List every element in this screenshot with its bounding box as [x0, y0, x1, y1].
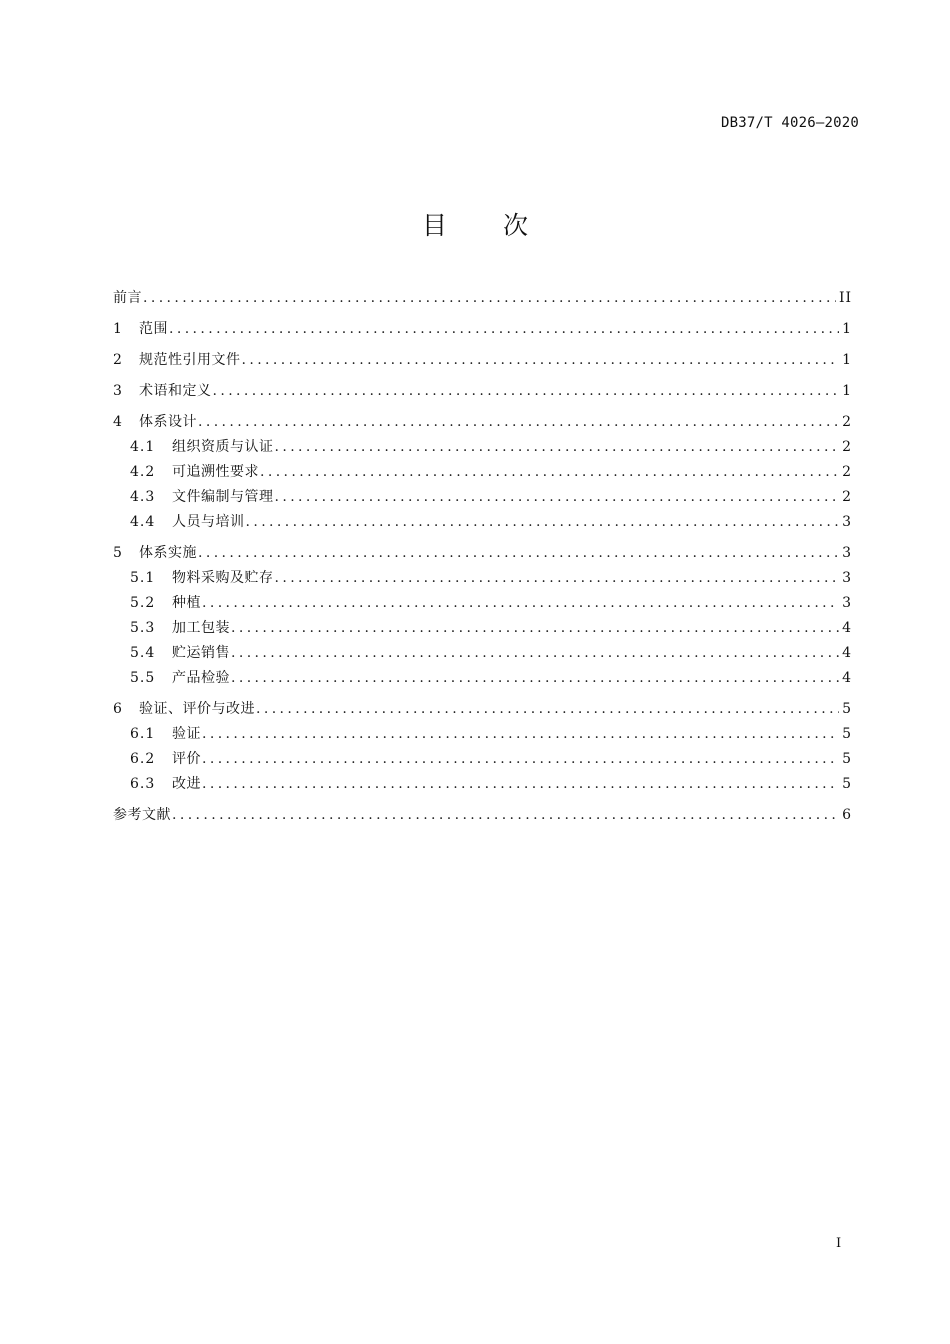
toc-entry[interactable]	[113, 379, 852, 404]
toc-dot-leader	[198, 541, 839, 566]
toc-dot-leader	[202, 772, 839, 797]
toc-dot-leader	[256, 697, 839, 722]
toc-entry-label: 贮运销售	[172, 645, 230, 661]
toc-entry-label: 参考文献	[113, 807, 171, 823]
toc-entry[interactable]	[113, 510, 852, 535]
toc-dot-leader	[246, 510, 840, 535]
toc-entry-page: 6	[842, 807, 852, 823]
toc-entry-number: 4	[113, 414, 123, 430]
toc-dot-leader	[169, 317, 839, 342]
toc-entry-label: 范围	[139, 321, 168, 337]
toc-entry-page: 1	[842, 352, 852, 368]
table-of-contents	[113, 286, 852, 828]
toc-dot-leader	[275, 566, 840, 591]
toc-dot-leader	[143, 286, 836, 311]
toc-entry-label: 产品检验	[172, 670, 230, 686]
toc-entry-label: 体系设计	[139, 414, 197, 430]
toc-entry-page: 5	[842, 701, 852, 717]
toc-entry-label: 评价	[172, 751, 201, 767]
toc-entry-number: 5.5	[130, 670, 156, 686]
toc-entry-number: 4.4	[130, 514, 156, 530]
toc-entry-number: 1	[113, 321, 123, 337]
footer-page-number: I	[836, 1236, 842, 1251]
toc-entry-number: 5	[113, 545, 123, 561]
toc-entry-number: 5.3	[130, 620, 156, 636]
toc-dot-leader	[213, 379, 840, 404]
toc-entry-number: 4.1	[130, 439, 156, 455]
toc-entry-label: 前言	[113, 290, 142, 306]
toc-entry[interactable]	[113, 541, 852, 566]
toc-entry[interactable]	[113, 435, 852, 460]
toc-entry-page: 3	[842, 545, 852, 561]
toc-entry-page: 5	[842, 726, 852, 742]
toc-entry-page: 4	[842, 645, 852, 661]
toc-dot-leader	[198, 410, 839, 435]
toc-entry[interactable]	[113, 317, 852, 342]
toc-entry-page: 2	[842, 439, 852, 455]
toc-dot-leader	[202, 722, 839, 747]
toc-dot-leader	[172, 803, 839, 828]
toc-entry-number: 3	[113, 383, 123, 399]
toc-entry[interactable]	[113, 410, 852, 435]
toc-entry-page: 2	[842, 464, 852, 480]
toc-entry-number: 6	[113, 701, 123, 717]
page-title: 目 次	[422, 211, 552, 240]
toc-entry-page: 4	[842, 670, 852, 686]
toc-entry-label: 体系实施	[139, 545, 197, 561]
toc-entry-label: 种植	[172, 595, 201, 611]
toc-entry-number: 5.2	[130, 595, 156, 611]
toc-dot-leader	[275, 435, 840, 460]
toc-entry[interactable]	[113, 772, 852, 797]
toc-entry-page: 3	[842, 514, 852, 530]
toc-entry-label: 组织资质与认证	[172, 439, 274, 455]
toc-entry-page: 1	[842, 321, 852, 337]
toc-entry-label: 加工包装	[172, 620, 230, 636]
toc-entry-label: 可追溯性要求	[172, 464, 259, 480]
toc-entry-label: 术语和定义	[139, 383, 212, 399]
toc-dot-leader	[231, 641, 839, 666]
toc-entry-label: 验证、评价与改进	[139, 701, 255, 717]
toc-entry-page: 3	[842, 570, 852, 586]
document-code: DB37/T 4026—2020	[720, 115, 859, 131]
toc-entry-page: 1	[842, 383, 852, 399]
toc-entry-number: 6.2	[130, 751, 156, 767]
toc-entry-page: 2	[842, 414, 852, 430]
toc-dot-leader	[202, 747, 839, 772]
toc-entry[interactable]	[113, 460, 852, 485]
toc-entry-label: 验证	[172, 726, 201, 742]
toc-entry[interactable]	[113, 616, 852, 641]
toc-entry-number: 6.1	[130, 726, 156, 742]
toc-entry-page: 3	[842, 595, 852, 611]
toc-entry-page: 2	[842, 489, 852, 505]
toc-dot-leader	[231, 666, 839, 691]
toc-entry-label: 改进	[172, 776, 201, 792]
toc-entry-page: 4	[842, 620, 852, 636]
toc-entry-number: 6.3	[130, 776, 156, 792]
toc-entry-number: 4.2	[130, 464, 156, 480]
toc-entry-number: 5.4	[130, 645, 156, 661]
toc-entry[interactable]	[113, 348, 852, 373]
toc-entry[interactable]	[113, 591, 852, 616]
toc-entry-number: 2	[113, 352, 123, 368]
toc-entry[interactable]	[113, 697, 852, 722]
toc-dot-leader	[260, 460, 839, 485]
toc-entry[interactable]	[113, 747, 852, 772]
toc-dot-leader	[202, 591, 839, 616]
toc-entry[interactable]	[113, 641, 852, 666]
toc-entry-page: II	[838, 290, 852, 306]
toc-entry-page: 5	[842, 751, 852, 767]
toc-entry[interactable]	[113, 286, 852, 311]
toc-dot-leader	[275, 485, 840, 510]
toc-entry-page: 5	[842, 776, 852, 792]
toc-dot-leader	[242, 348, 840, 373]
toc-dot-leader	[231, 616, 839, 641]
toc-entry[interactable]	[113, 566, 852, 591]
toc-entry[interactable]	[113, 485, 852, 510]
toc-entry-label: 人员与培训	[172, 514, 245, 530]
toc-entry-label: 物料采购及贮存	[172, 570, 274, 586]
toc-entry[interactable]	[113, 666, 852, 691]
toc-entry[interactable]	[113, 803, 852, 828]
toc-entry-label: 规范性引用文件	[139, 352, 241, 368]
toc-entry-number: 5.1	[130, 570, 156, 586]
toc-entry[interactable]	[113, 722, 852, 747]
toc-entry-label: 文件编制与管理	[172, 489, 274, 505]
toc-entry-number: 4.3	[130, 489, 156, 505]
